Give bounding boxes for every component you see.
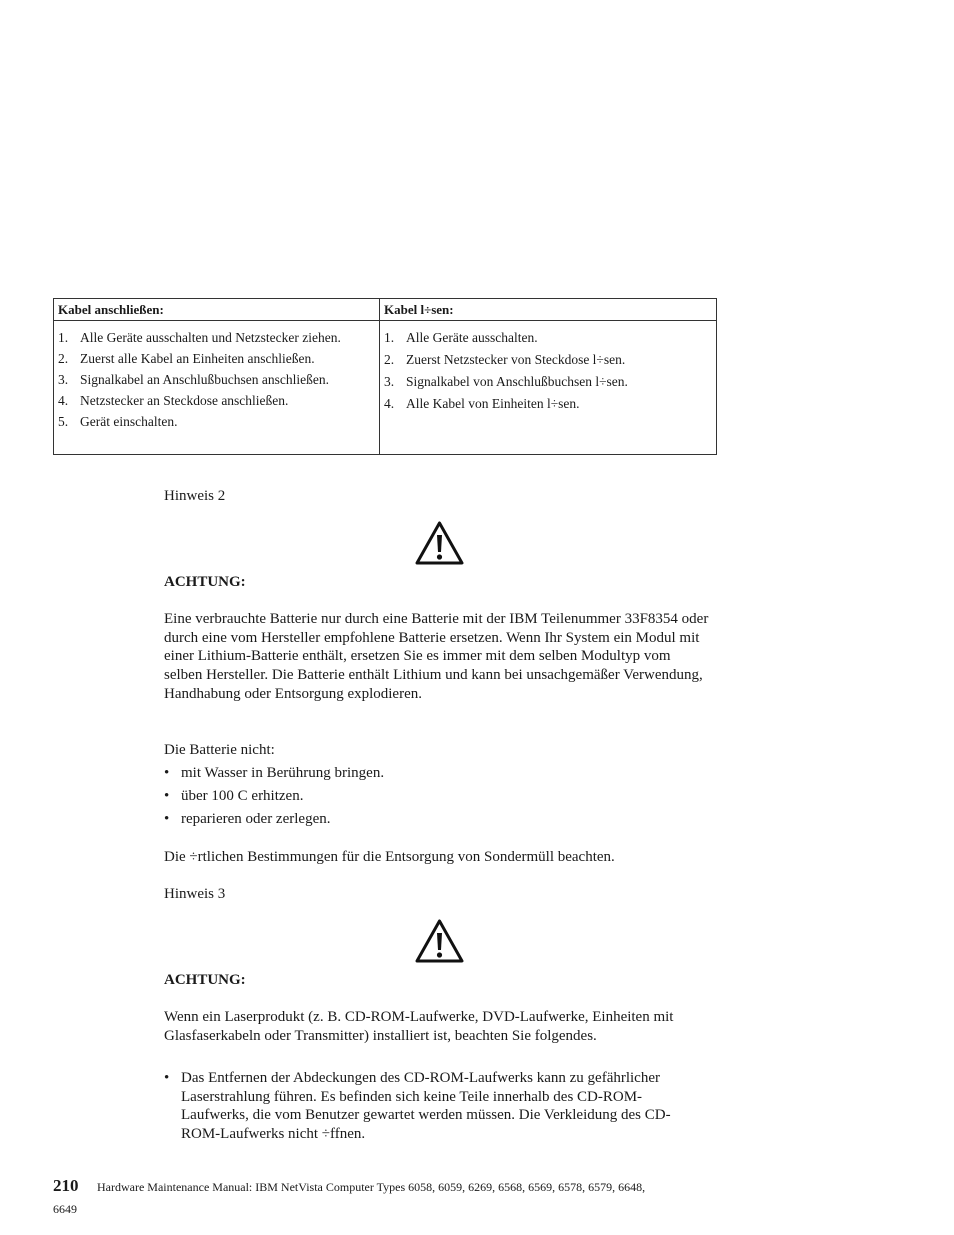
- list-item: • reparieren oder zerlegen.: [164, 811, 331, 828]
- disposal-note: Die ÷rtlichen Bestimmungen für die Entsorgung von Sondermüll beachten.: [164, 849, 615, 865]
- footer-title: Hardware Maintenance Manual: IBM NetVista Computer Types 6058, 6059, 6269, 6568, 6569, 6578, 6579, 6648,: [97, 1180, 646, 1194]
- list-item: 5. Gerät einschalten.: [58, 414, 178, 429]
- list-item: 4. Netzstecker an Steckdose anschließen.: [58, 393, 289, 408]
- list-item: 2. Zuerst Netzstecker von Steckdose l÷sen.: [384, 352, 626, 367]
- list-item: 3. Signalkabel an Anschlußbuchsen anschließen.: [58, 372, 329, 387]
- list-item: 4. Alle Kabel von Einheiten l÷sen.: [384, 396, 580, 411]
- connect-steps: [54, 329, 379, 434]
- battery-bullets: [164, 764, 709, 829]
- list-item: • mit Wasser in Berührung bringen.: [164, 765, 385, 781]
- battery-paragraph: Eine verbrauchte Batterie nur durch eine Batterie mit der IBM Teilenummer 33F8354 oder durch eine vom Hersteller empfohlene Batterie ersetzen. Wenn Ihr System ein Modul mit einer Lithium-Batterie enthält, ersetzen Sie es immer mit dem selben Modultyp vom selben Hersteller. Die Batterie enthält Lithium und kann bei unsachgemäßer Verwendung, Handhabung oder Entsorgung explodieren.: [164, 611, 709, 702]
- cable-table: [53, 298, 717, 455]
- list-item: 1. Alle Geräte ausschalten und Netzstecker ziehen.: [58, 330, 341, 345]
- hinweis-3-label: Hinweis 3: [164, 886, 226, 902]
- laser-bullets: [164, 1069, 709, 1144]
- disconnect-column: [380, 299, 716, 454]
- warning-triangle-icon: [415, 521, 464, 565]
- list-item: 2. Zuerst alle Kabel an Einheiten anschließen.: [58, 351, 315, 366]
- laser-paragraph: Wenn ein Laserprodukt (z. B. CD-ROM-Laufwerke, DVD-Laufwerke, Einheiten mit Glasfaserkabeln oder Transmitter) installiert ist, beachten Sie folgendes.: [164, 1009, 674, 1044]
- disconnect-steps: [380, 329, 716, 417]
- connect-column: [54, 299, 380, 454]
- list-item: • Das Entfernen der Abdeckungen des CD-ROM-Laufwerks kann zu gefährlicher Laserstrahlung führen. Es befinden sich keine Teile innerhalb des CD-ROM-Laufwerks, die vom Benutzer gewartet werden müssen. Die Verkleidung des CD-ROM-Laufwerks nicht ÷ffnen.: [164, 1070, 671, 1143]
- caution-heading: ACHTUNG:: [164, 972, 246, 988]
- battery-intro: Die Batterie nicht:: [164, 742, 275, 758]
- warning-triangle-icon: [415, 919, 464, 963]
- list-item: 1. Alle Geräte ausschalten.: [384, 330, 538, 345]
- connect-header: Kabel anschließen:: [54, 299, 379, 321]
- page-number: 210: [53, 1176, 79, 1195]
- disconnect-header: Kabel l÷sen:: [380, 299, 716, 321]
- list-item: • über 100 C erhitzen.: [164, 788, 304, 805]
- list-item: 3. Signalkabel von Anschlußbuchsen l÷sen.: [384, 374, 628, 389]
- hinweis-2-label: Hinweis 2: [164, 488, 226, 504]
- caution-heading: ACHTUNG:: [164, 574, 246, 590]
- footer-title-continued: 6649: [53, 1202, 77, 1216]
